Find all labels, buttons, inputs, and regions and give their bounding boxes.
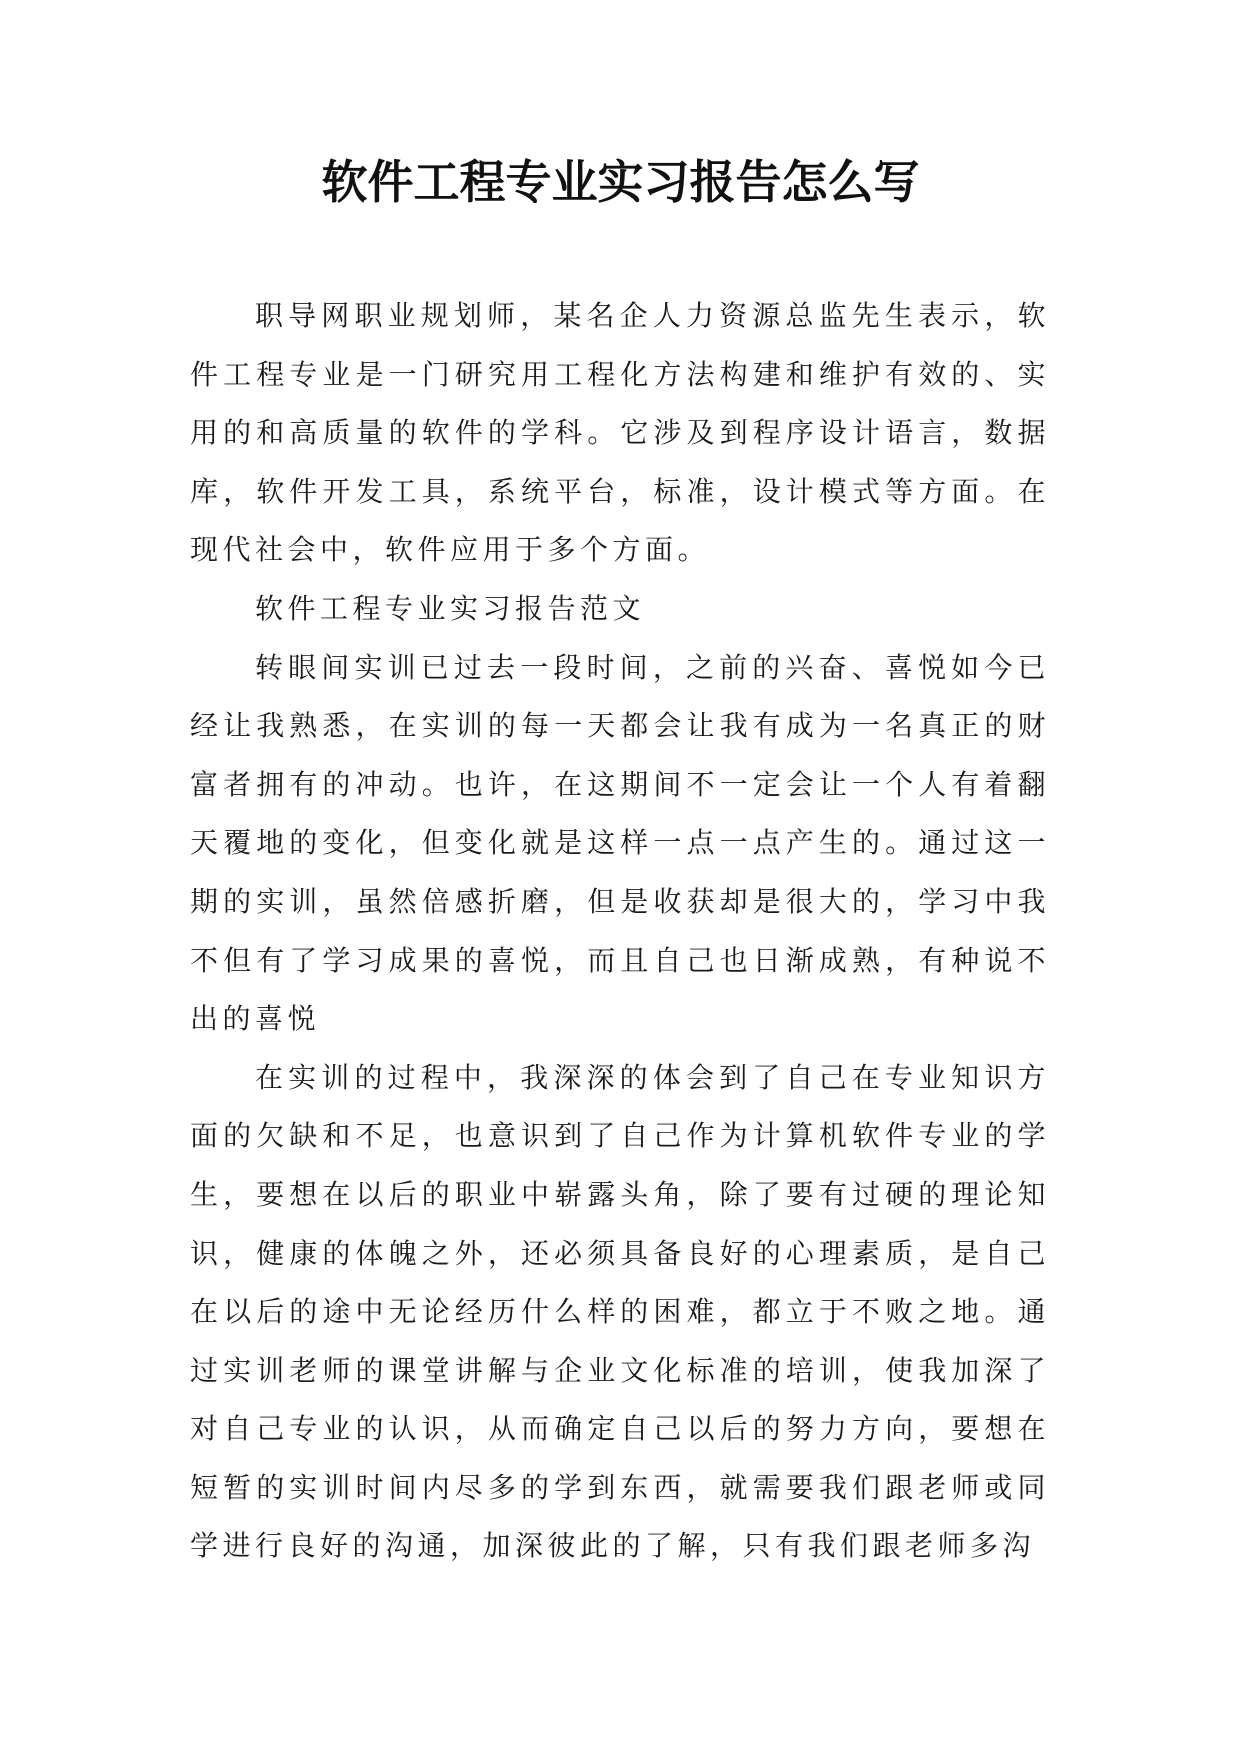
paragraph-training-process: 在实训的过程中，我深深的体会到了自己在专业知识方面的欠缺和不足，也意识到了自己作为计算机软件专业的学生，要想在以后的职业中崭露头角，除了要有过硬的理论知识，健康的体魄之外，还必须具备良好的心理素质，是自己在以后的途中无论经历什么样的困难，都立于不败之地。通过实训老师的课堂讲解与企业文化标准的培训，使我加深了对自己专业的认识，从而确定自己以后的努力方向，要想在短暂的实训时间内尽多的学到东西，就需要我们跟老师或同学进行良好的沟通，加深彼此的了解，只有我们跟老师多沟 xyxy=(190,1060,1050,1563)
paragraph-training-reflection: 转眼间实训已过去一段时间，之前的兴奋、喜悦如今已经让我熟悉，在实训的每一天都会让我有成为一名真正的财富者拥有的冲动。也许，在这期间不一定会让一个人有着翻天覆地的变化，但变化就是这样一点一点产生的。通过这一期的实训，虽然倍感折磨，但是收获却是很大的，学习中我不但有了学习成果的喜悦，而且自己也日渐成熟，有种说不出的喜悦 xyxy=(190,650,1050,1036)
document-title: 软件工程专业实习报告怎么写 xyxy=(321,155,920,209)
paragraph-section-heading: 软件工程专业实习报告范文 xyxy=(255,591,646,625)
paragraph-intro: 职导网职业规划师，某名企人力资源总监先生表示，软件工程专业是一门研究用工程化方法构建和维护有效的、实用的和高质量的软件的学科。它涉及到程序设计语言，数据库，软件开发工具，系统平台，标准，设计模式等方面。在现代社会中，软件应用于多个方面。 xyxy=(190,299,1050,567)
document-body xyxy=(190,287,1050,1576)
